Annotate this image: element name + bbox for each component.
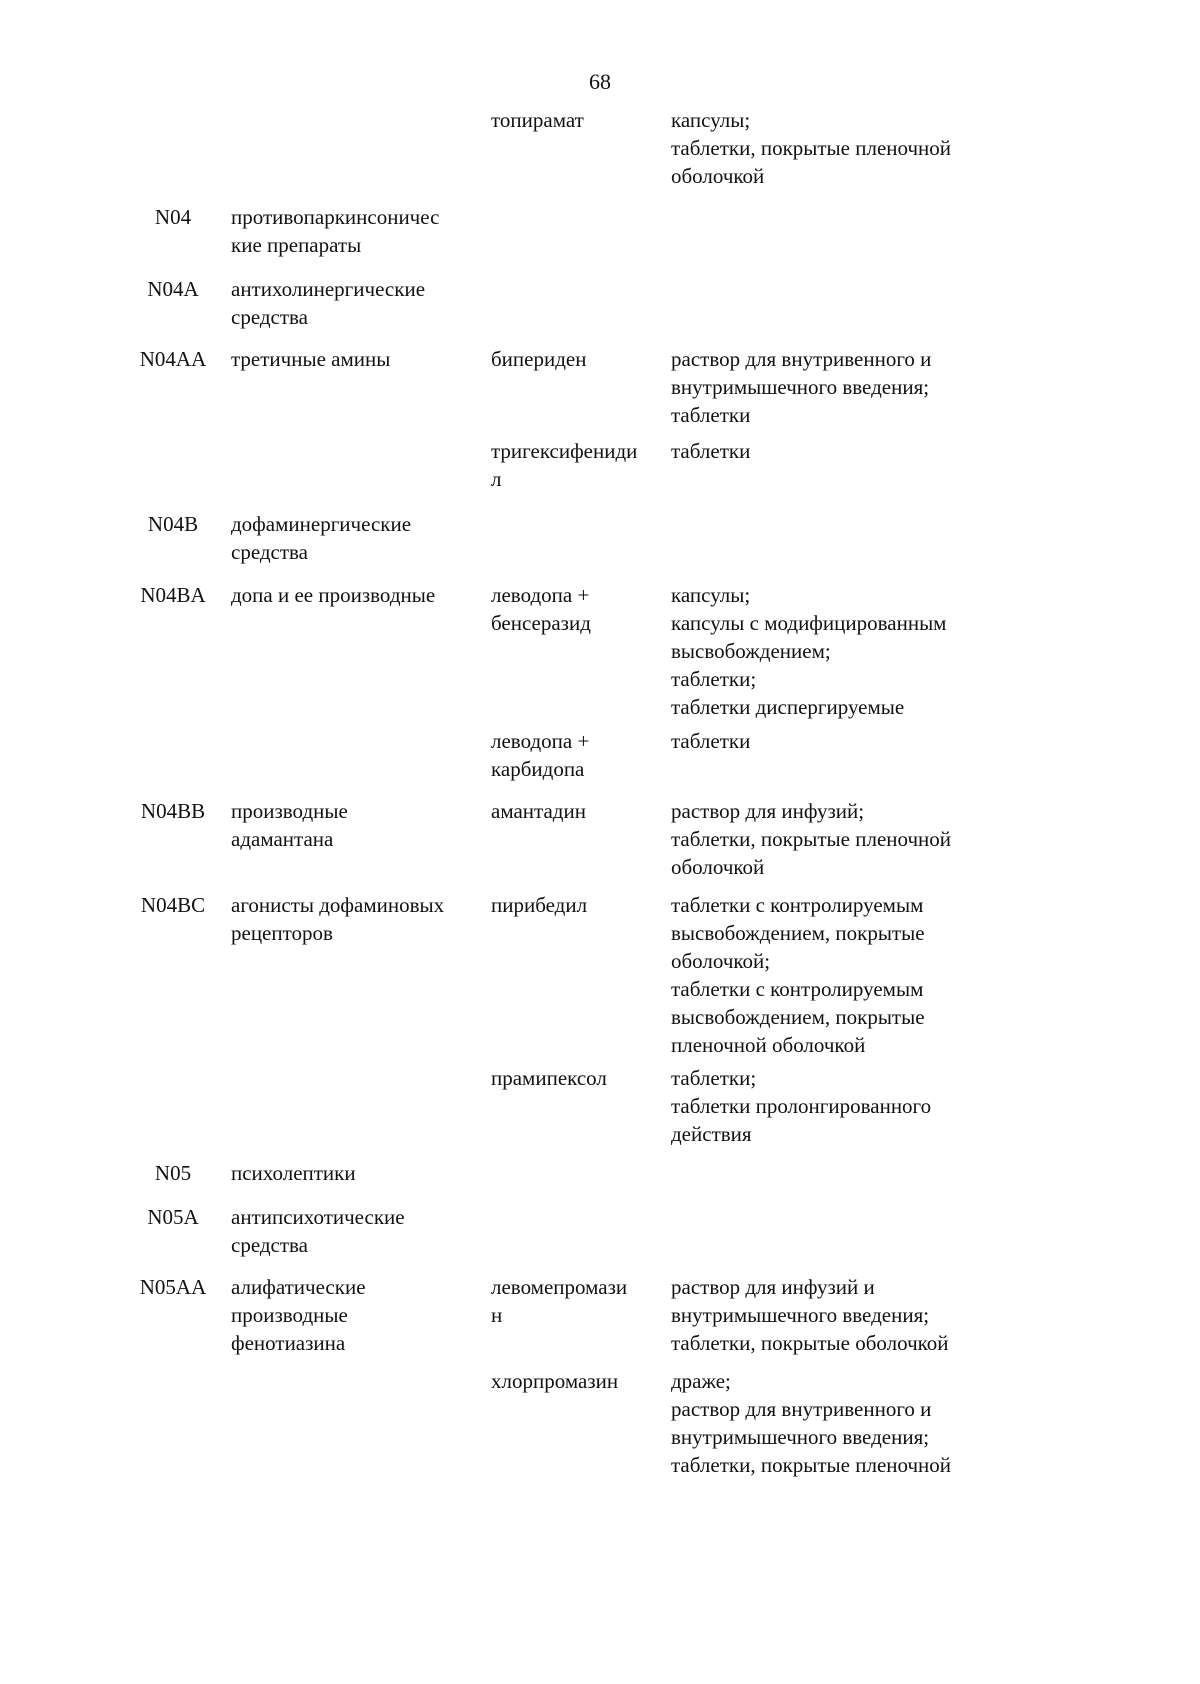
atc-group-cell: противопаркинсоничес кие препараты xyxy=(231,205,440,257)
dosage-form-cell: капсулы; таблетки, покрытые пленочной оболочкой xyxy=(671,108,952,188)
atc-code-cell: N05AA xyxy=(139,1275,207,1299)
drug-name-cell: леводопа + бенсеразид xyxy=(491,583,591,635)
atc-code-cell: N04BB xyxy=(140,799,206,823)
drug-name-cell: пирибедил xyxy=(491,893,588,917)
atc-code-cell: N04B xyxy=(147,512,199,536)
dosage-form-cell: раствор для инфузий; таблетки, покрытые пленочной оболочкой xyxy=(671,799,952,879)
drug-name-cell: левомепромази н xyxy=(491,1275,628,1327)
atc-group-cell: алифатические производные фенотиазина xyxy=(231,1275,366,1355)
atc-group-cell: антипсихотические средства xyxy=(231,1205,405,1257)
atc-group-cell: допа и ее производные xyxy=(231,583,436,607)
atc-group-cell: психолептики xyxy=(231,1161,356,1185)
atc-code-cell: N04AA xyxy=(139,347,207,371)
drug-name-cell: тригексифениди л xyxy=(491,439,638,491)
atc-group-cell: третичные амины xyxy=(231,347,391,371)
atc-group-cell: агонисты дофаминовых рецепторов xyxy=(231,893,445,945)
atc-code-cell: N04BC xyxy=(140,893,206,917)
dosage-form-cell: драже; раствор для внутривенного и внутримышечного введения; таблетки, покрытые пленочной xyxy=(671,1369,952,1477)
atc-code-cell: N04BA xyxy=(140,583,206,607)
dosage-form-cell: таблетки xyxy=(671,729,751,753)
dosage-form-cell: раствор для внутривенного и внутримышечного введения; таблетки xyxy=(671,347,932,427)
atc-code-cell: N05A xyxy=(147,1205,199,1229)
atc-group-cell: производные адамантана xyxy=(231,799,348,851)
page-number: 68 xyxy=(589,69,611,94)
drug-name-cell: леводопа + карбидопа xyxy=(491,729,590,781)
atc-group-cell: антихолинергические средства xyxy=(231,277,426,329)
dosage-form-cell: таблетки xyxy=(671,439,751,463)
dosage-form-cell: таблетки с контролируемым высвобождением, покрытые оболочкой; таблетки с контролируемым высвобождением, покрытые пленочной оболочкой xyxy=(671,893,925,1057)
atc-code-cell: N05 xyxy=(154,1161,192,1185)
atc-group-cell: дофаминергические средства xyxy=(231,512,412,564)
atc-code-cell: N04A xyxy=(147,277,199,301)
dosage-form-cell: капсулы; капсулы с модифицированным высвобождением; таблетки; таблетки диспергируемые xyxy=(671,583,947,719)
atc-code-cell: N04 xyxy=(154,205,192,229)
drug-name-cell: прамипексол xyxy=(491,1066,607,1090)
drug-name-cell: бипериден xyxy=(491,347,587,371)
drug-name-cell: топирамат xyxy=(491,108,584,132)
drug-name-cell: амантадин xyxy=(491,799,586,823)
dosage-form-cell: раствор для инфузий и внутримышечного введения; таблетки, покрытые оболочкой xyxy=(671,1275,949,1355)
dosage-form-cell: таблетки; таблетки пролонгированного действия xyxy=(671,1066,932,1146)
drug-name-cell: хлорпромазин xyxy=(491,1369,619,1393)
